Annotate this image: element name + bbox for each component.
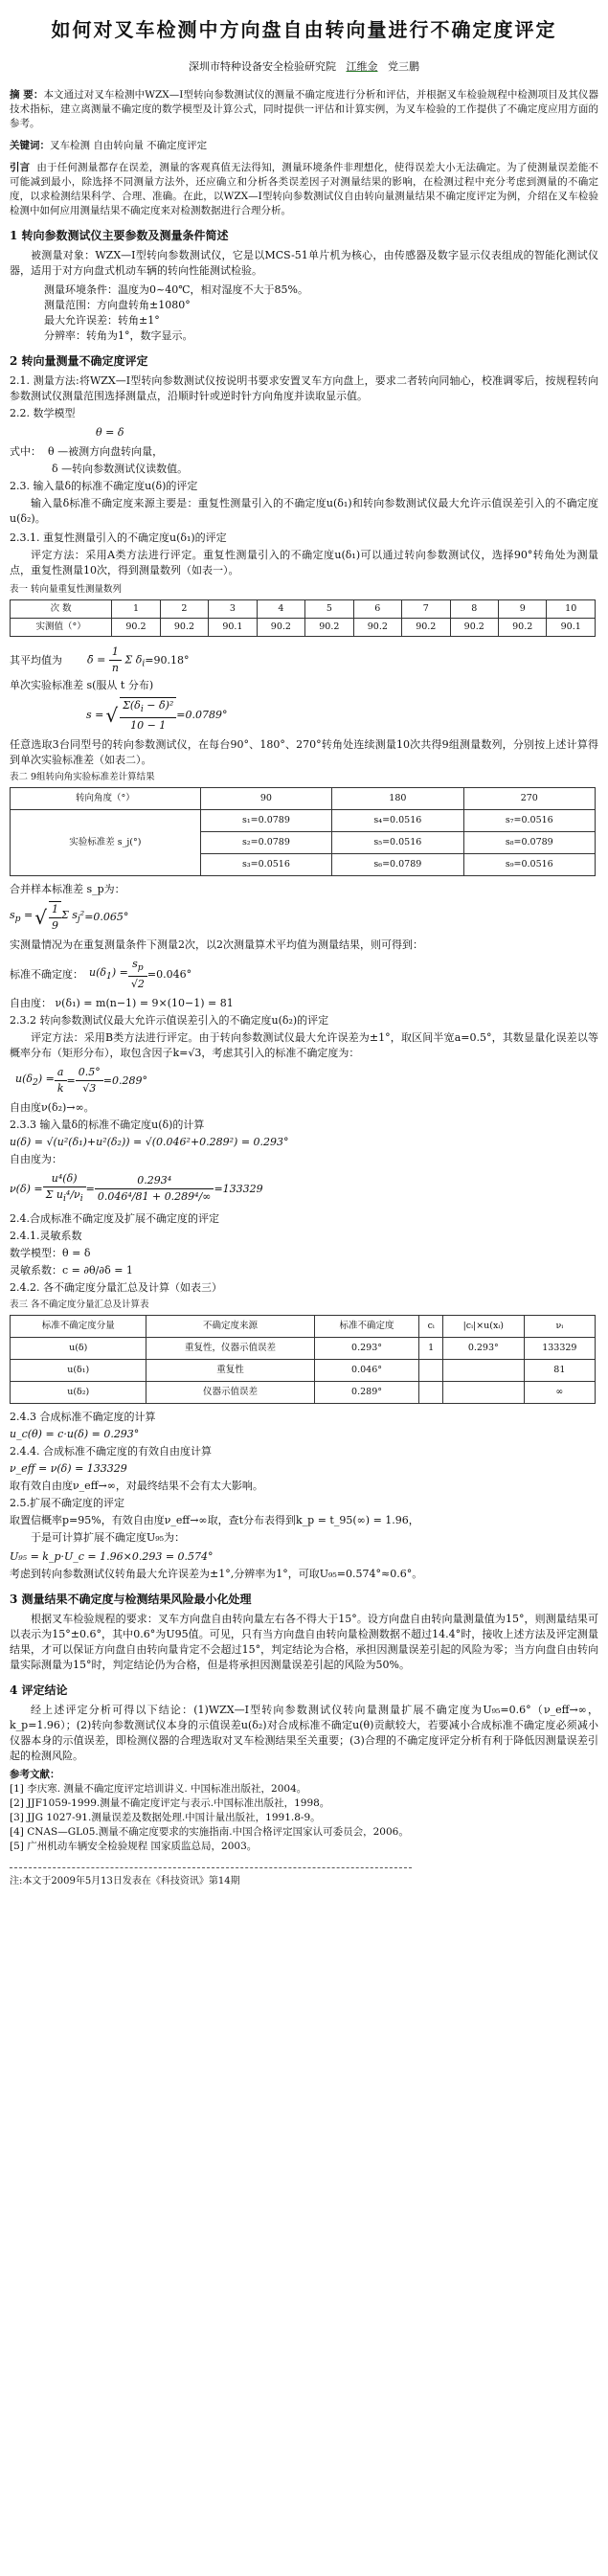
intro-text: 由于任何测量都存在误差，测量的客观真值无法得知，测量环境条件非理想化，使得误差大小无法确定。为了使测量误差能不可能减到最小，除选择不同测量方法外，还应确立和分析各类误差因子对测量结果的影响，在检测过程中充分考虑到测量的不确定度，以求检测结果科学、合理、准确。在此，以WZX—I型转向参数测试仪自由转向量测量结果不确定度评定为例，介绍在叉车检验检测中如何应用测量结果不确定度来对检测数据进行合理分析。 bbox=[10, 162, 598, 216]
table-1-index-cell: 4 bbox=[257, 600, 304, 619]
section-2-5-text: 取置信概率p=95%，有效自由度ν_eff→∞取，查t分布表得到k_p = t_95(∞) = 1.96， bbox=[10, 1513, 419, 1526]
table-3-cell bbox=[442, 1359, 524, 1381]
paper-title: 如何对叉车检测中方向盘自由转向量进行不确定度评定 bbox=[51, 18, 557, 41]
max-error: 最大允许误差：转角±1° bbox=[44, 314, 160, 327]
table-3-cell: 133329 bbox=[524, 1337, 595, 1359]
section-2-5-note: 考虑到转向参数测试仪转角最大允许误差为±1°,分辨率为1°，可取U₉₅=0.574°≈0.6°。 bbox=[10, 1567, 423, 1580]
table-3-header-cell: |cᵢ|×u(xᵢ) bbox=[442, 1315, 524, 1337]
dof-text: ν(δ₁) = m(n−1) = 9×(10−1) = 81 bbox=[55, 997, 234, 1010]
veff-formula: ν(δ) = $\frac{\text{u⁴(δ)}}{\Sigma u_i^4/\nu_i}$ = $\frac{\text{0.293⁴}}{\text{0.046⁴/81 + 0.289⁴/∞}}$ =133329 bbox=[10, 1172, 263, 1205]
section-2-4-1-heading: 2.4.1.灵敏系数 bbox=[10, 1229, 82, 1242]
table-1-value-cell: 90.2 bbox=[112, 619, 160, 637]
table-2-cell: s₅=0.0516 bbox=[332, 832, 463, 854]
section-2-5-heading: 2.5.扩展不确定度的评定 bbox=[10, 1496, 124, 1509]
table-1-index-cell: 1 bbox=[112, 600, 160, 619]
references-label: 参考文献： bbox=[10, 1768, 60, 1780]
table-1-header-row bbox=[11, 600, 596, 619]
std-uncertainty-formula: 标准不确定度： $u(\delta_1)$ = $\frac{s_p}{√2}$ =0.046° bbox=[10, 958, 192, 991]
section-1-heading: 1 转向参数测试仪主要参数及测量条件简述 bbox=[10, 229, 229, 242]
table-2-cell: s₂=0.0789 bbox=[200, 832, 331, 854]
table-1-index-cell: 5 bbox=[305, 600, 353, 619]
abstract-label: 摘 要： bbox=[10, 89, 44, 101]
table-3-cell: 0.293° bbox=[442, 1337, 524, 1359]
table-3-caption: 表三 各不确定度分量汇总及计算表 bbox=[10, 1299, 149, 1310]
table-2-cell: s₉=0.0516 bbox=[463, 854, 595, 876]
section-2-3-1-heading: 2.3.1. 重复性测量引入的不确定度u(δ₁)的评定 bbox=[10, 531, 227, 544]
table-1-index-cell: 10 bbox=[547, 600, 596, 619]
section-2-3-2-text: 评定方法：采用B类方法进行评定。由于转向参数测试仪最大允许误差为±1°，取区间半宽a=0.5°，其数显量化误差以等概率分布（矩形分布），取包含因子k=√3，考虑其引入的标准不确定度为： bbox=[10, 1031, 598, 1060]
footnote: 注:本文于2009年5月13日发表在《科技资讯》第14期 bbox=[10, 1875, 240, 1887]
author-2: 党三鹏 bbox=[388, 60, 419, 73]
veff-line: ν_eff = ν(δ) = 133329 bbox=[10, 1461, 127, 1475]
model-delta: δ —转向参数测试仪读数值。 bbox=[52, 463, 189, 475]
table-2-cell: s₇=0.0516 bbox=[463, 810, 595, 832]
table-3-header-row bbox=[11, 1315, 596, 1337]
pooled-std-result: =0.065° bbox=[84, 911, 129, 924]
table-1-value-cell: 90.2 bbox=[305, 619, 353, 637]
reference-item: [1] 李庆寒. 测量不确定度评定培训讲义. 中国标准出版社，2004。 bbox=[10, 1782, 307, 1795]
veff-note: 取有效自由度ν_eff→∞，对最终结果不会有太大影响。 bbox=[10, 1479, 263, 1492]
table-3-cell: 重复性 bbox=[146, 1359, 314, 1381]
table-1-value-row bbox=[11, 619, 596, 637]
section-2-4-2-heading: 2.4.2. 各不确定度分量汇总及计算（如表三） bbox=[10, 1280, 222, 1294]
table-1-value-cell: 90.2 bbox=[450, 619, 498, 637]
reference-item: [2] JJF1059-1999.测量不确定度评定与表示.中国标准出版社，1998。 bbox=[10, 1796, 330, 1809]
table-2-angle-90: 90 bbox=[200, 788, 331, 810]
table-3-cell bbox=[419, 1359, 442, 1381]
table-1-value-cell: 90.1 bbox=[209, 619, 257, 637]
table-1-count-header: 次 数 bbox=[11, 600, 112, 619]
table-3-cell bbox=[442, 1381, 524, 1403]
table-3-header-cell: 标准不确定度 bbox=[314, 1315, 419, 1337]
section-2-3-3-heading: 2.3.3 输入量δ的标准不确定度u(δ)的计算 bbox=[10, 1119, 205, 1132]
table-3-header-cell: 不确定度来源 bbox=[146, 1315, 314, 1337]
mean-expression: δ̄ = $\frac{1}{n}$ Σ $\delta_i$ bbox=[87, 645, 146, 674]
table-3-cell: 0.293° bbox=[314, 1337, 419, 1359]
table-1-row-label: 实测值（°） bbox=[11, 619, 112, 637]
table-3-cell: 0.046° bbox=[314, 1359, 419, 1381]
pooled-std-label: 合并样本标准差 s_p为： bbox=[10, 883, 125, 896]
sensitivity-line: 灵敏系数：c = ∂θ/∂δ = 1 bbox=[10, 1263, 133, 1277]
table-1-value-cell: 90.2 bbox=[402, 619, 450, 637]
u-combined-calc: u(δ) = √(u²(δ₁)+u²(δ₂)) = √(0.046²+0.289²) = 0.293° bbox=[10, 1136, 289, 1149]
table-3-header-cell: 标准不确定度分量 bbox=[11, 1315, 146, 1337]
dof-line bbox=[10, 996, 598, 1011]
table-1-index-cell: 2 bbox=[160, 600, 208, 619]
table-1-value-cell: 90.2 bbox=[257, 619, 304, 637]
introduction bbox=[10, 161, 598, 218]
section-2-5-text-2: 于是可计算扩展不确定度U₉₅为： bbox=[31, 1530, 186, 1544]
table-1-index-cell: 9 bbox=[498, 600, 546, 619]
single-std-formula: s = √ $\frac{\Sigma(\delta_i - \deltā)^2}{10 - 1}$ =0.0789° bbox=[86, 699, 228, 733]
section-1-para: 被测量对象：WZX—I型转向参数测试仪，它是以MCS-51单片机为核心，由传感器及数字显示仪表组成的智能化测试仪器，适用于对方向盘式机动车辆的转向性能测试检验。 bbox=[10, 249, 598, 277]
table-1-value-cell: 90.1 bbox=[547, 619, 596, 637]
std-uncertainty-result: =0.046° bbox=[146, 967, 192, 981]
section-2-heading: 2 转向量测量不确定度评定 bbox=[10, 354, 148, 368]
table-3-header-cell: νᵢ bbox=[524, 1315, 595, 1337]
model-equation: θ = δ bbox=[96, 426, 124, 439]
table-3-cell: 0.289° bbox=[314, 1381, 419, 1403]
veff-result: =133329 bbox=[214, 1182, 263, 1195]
actual-measure-para: 实测量情况为在重复测量条件下测量2次，以2次测量算术平均值为测量结果，则可得到： bbox=[10, 938, 423, 952]
author-organization: 深圳市特种设备安全检验研究院 bbox=[189, 60, 336, 73]
table-2-cell: s₃=0.0516 bbox=[200, 854, 331, 876]
model-line: 数学模型：θ = δ bbox=[10, 1246, 91, 1259]
table-2-cell: s₆=0.0789 bbox=[332, 854, 463, 876]
u95-line: U₉₅ = k_p·U_c = 1.96×0.293 = 0.574° bbox=[10, 1549, 214, 1563]
abstract-text: 本文通过对叉车检测中WZX—I型转向参数测试仪的测量不确定度进行分析和评估，并根据叉车检验规程中检测项目及其仪器技术指标，建立离测量不确定度的数学模型及计算公式，同时提供一评估和计算实例，为叉车检验的工作提供了不确定度应用方面的参考。 bbox=[10, 89, 599, 129]
table-2-cell: s₈=0.0789 bbox=[463, 832, 595, 854]
table-2-angle-270: 270 bbox=[463, 788, 595, 810]
section-4-text: 经上述评定分析可得以下结论：(1)WZX—I型转向参数测试仪转向量测量扩展不确定度为U₉₅=0.6°（ν_eff→∞，k_p=1.96）；(2)转向参数测试仪本身的示值误差u(δ₂)对合成标准不确定u(θ)贡献较大，若要减小合成标准不确定度必须减小仪器本身的示值误差，即检测仪器的合理选取对叉车检测结果至关重要；(3)合理的不确定度评定分析有利于降低因测量误差引起的检测风险。 bbox=[10, 1703, 598, 1762]
dof-label: 自由度： bbox=[10, 997, 52, 1010]
model-where-label: 式中： bbox=[10, 445, 41, 458]
table-1-index-cell: 7 bbox=[402, 600, 450, 619]
reference-item: [4] CNAS—GL05.测量不确定度要求的实施指南.中国合格评定国家认可委员会，2006。 bbox=[10, 1825, 409, 1838]
table-1-index-cell: 3 bbox=[209, 600, 257, 619]
u2-formula: $u(\delta_2)$ = $\frac{a}{k}$ = $\frac{0.5^\circ}{√3}$ =0.289° bbox=[15, 1066, 147, 1096]
uc-line: u_c(θ) = c·u(δ) = 0.293° bbox=[10, 1427, 140, 1440]
abstract bbox=[10, 88, 598, 131]
measure-range: 测量范围：方向盘转角±1080° bbox=[44, 299, 191, 311]
table-3-cell: 重复性，仪器示值误差 bbox=[146, 1337, 314, 1359]
reference-item: [5] 广州机动车辆安全检验规程 国家质监总局，2003。 bbox=[10, 1840, 258, 1852]
table-1-value-cell: 90.2 bbox=[353, 619, 401, 637]
table-2-angle-header: 转向角度（°） bbox=[11, 788, 201, 810]
std-uncertainty-label: 标准不确定度： bbox=[10, 967, 83, 981]
section-2-3-1-text: 评定方法：采用A类方法进行评定。重复性测量引入的不确定度u(δ₁)可以通过转向参数测试仪，选择90°转角处为测量点，重复性测量10次，得到测量数列（如表一）。 bbox=[10, 549, 598, 576]
mean-label: 其平均值为 bbox=[10, 653, 62, 667]
reference-item: [3] JJG 1027-91.测量误差及数据处理.中国计量出版社，1991.8-9。 bbox=[10, 1811, 321, 1823]
table-1-value-cell: 90.2 bbox=[160, 619, 208, 637]
section-2-3-text: 输入量δ标准不确定度来源主要是：重复性测量引入的不确定度u(δ₁)和转向参数测试仪最大允许示值误差引入的不确定度u(δ₂)。 bbox=[10, 497, 598, 525]
section-2-4-3-heading: 2.4.3 合成标准不确定度的计算 bbox=[10, 1410, 156, 1423]
u2-result: =0.289° bbox=[102, 1073, 147, 1087]
keywords-text: 叉车检测 自由转向量 不确定度评定 bbox=[50, 140, 208, 151]
single-std-label: 单次实验标准差 s(服从 t 分布) bbox=[10, 679, 154, 691]
section-2-3-heading: 2.3. 输入量δ的标准不确定度u(δ)的评定 bbox=[10, 480, 198, 492]
section-2-3-2-heading: 2.3.2 转向参数测试仪最大允许示值误差引入的不确定度u(δ₂)的评定 bbox=[10, 1014, 329, 1028]
model-where bbox=[10, 444, 598, 460]
mean-formula bbox=[10, 644, 598, 676]
table-1-index-cell: 8 bbox=[450, 600, 498, 619]
table-3-cell: u(δ) bbox=[11, 1337, 146, 1359]
section-3-text: 根据叉车检验规程的要求：叉车方向盘自由转向量左右各不得大于15°。设方向盘自由转向量测量值为15°，则测量结果可以表示为15°±0.6°，其中0.6°为U95值。可见，只有当方向盘自由转向量检测数据不超过14.4°时，接收上述方法及评定测量结果，才可以保证方向盘自由转向量肯定不会超过15°，判定结论为合格，承担因测量误差引起的风险为零；当方向盘自由转向量实际测量为15°时，判定结论仍为合格，但是将承担因测量误差引起的风险为50%。 bbox=[10, 1612, 598, 1671]
byline bbox=[10, 59, 598, 75]
table-2-cell: s₁=0.0789 bbox=[200, 810, 331, 832]
table-3-cell: 仪器示值误差 bbox=[146, 1381, 314, 1403]
mean-result: =90.18° bbox=[145, 653, 190, 667]
table-3-cell bbox=[419, 1381, 442, 1403]
model-theta: θ —被测方向盘转向量， bbox=[48, 445, 164, 458]
footnote-divider bbox=[10, 1867, 412, 1868]
references bbox=[10, 1768, 598, 1854]
table-1-value-cell: 90.2 bbox=[498, 619, 546, 637]
table-2-row-label: 实验标准差 s_j(°) bbox=[11, 810, 201, 876]
method-para: 2.1. 测量方法:将WZX—I型转向参数测试仪按说明书要求安置叉车方向盘上，要求二者转向同轴心，校准调零后，按规程转向参数测试仪测量范围选择测量点，沿顺时针或逆时针方向角度并读取显示值。 bbox=[10, 374, 598, 402]
pooled-std-formula: $s_p$ = √ $\frac{1}{9}$ Σ $s_j^2$ =0.065° bbox=[10, 903, 129, 933]
table-3-cell: 81 bbox=[524, 1359, 595, 1381]
env-condition: 测量环境条件：温度为0~40℃，相对湿度不大于85%。 bbox=[44, 283, 308, 296]
single-std-result: =0.0789° bbox=[176, 709, 228, 722]
table-1 bbox=[10, 599, 596, 637]
dof2-line: 自由度ν(δ₂)→∞。 bbox=[10, 1101, 95, 1115]
resolution: 分辨率：转角为1°，数字显示。 bbox=[44, 329, 193, 342]
table-3-cell: u(δ₁) bbox=[11, 1359, 146, 1381]
intro-label: 引言 bbox=[10, 162, 31, 173]
section-4-heading: 4 评定结论 bbox=[10, 1683, 68, 1697]
keywords bbox=[10, 139, 598, 153]
table-1-index-cell: 6 bbox=[353, 600, 401, 619]
table-3-cell: 1 bbox=[419, 1337, 442, 1359]
table-3 bbox=[10, 1315, 596, 1404]
table-3-cell: u(δ₂) bbox=[11, 1381, 146, 1403]
section-2-4-4-heading: 2.4.4. 合成标准不确定度的有效自由度计算 bbox=[10, 1444, 212, 1457]
table-3-cell: ∞ bbox=[524, 1381, 595, 1403]
table-1-caption: 表一 转向量重复性测量数列 bbox=[10, 584, 123, 595]
table-2-cell: s₄=0.0516 bbox=[332, 810, 463, 832]
author-1: 江维金 bbox=[346, 60, 378, 73]
table-2 bbox=[10, 787, 596, 876]
table-2-angle-180: 180 bbox=[332, 788, 463, 810]
keywords-label: 关键词： bbox=[10, 140, 50, 151]
section-3-heading: 3 测量结果不确定度与检测结果风险最小化处理 bbox=[10, 1592, 252, 1606]
dof3-label: 自由度为： bbox=[10, 1153, 62, 1166]
table-2-caption: 表二 9组转向角实验标准差计算结果 bbox=[10, 772, 155, 783]
section-2-4-heading: 2.4.合成标准不确定度及扩展不确定度的评定 bbox=[10, 1211, 219, 1225]
math-model-heading: 2.2. 数学模型 bbox=[10, 407, 76, 419]
table-3-header-cell: cᵢ bbox=[419, 1315, 442, 1337]
repeat-para: 任意选取3台同型号的转向参数测试仪，在每台90°、180°、270°转角处连续测量10次共得9组测量数列，分别按上述计算得到单次实验标准差（如表二）。 bbox=[10, 738, 598, 767]
